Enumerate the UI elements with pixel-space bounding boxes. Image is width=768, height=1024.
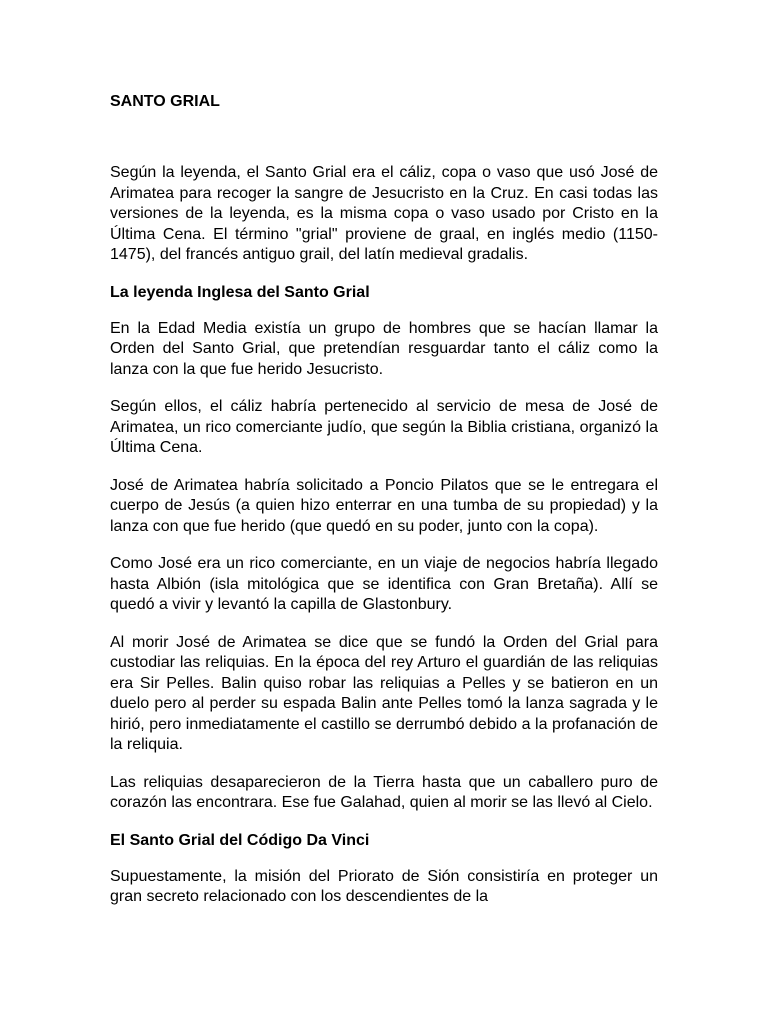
paragraph-orden-del-grial: Al morir José de Arimatea se dice que se fundó la Orden del Grial para custodiar las reliquias. En la época del rey Arturo el guardián de las reliquias era Sir Pelles. Balin quiso robar las reliquias a Pelles y se batieron en un duelo pero al perder su espada Balin ante Pelles tomó la lanza sagrada y le hirió, pero inmediatamente el castillo se derrumbó debido a la profanación de la reliquia. — [110, 633, 658, 753]
document-page — [110, 92, 658, 925]
paragraph-galahad: Las reliquias desaparecieron de la Tierra hasta que un caballero puro de corazón las encontrara. Ese fue Galahad, quien al morir se las llevó al Cielo. — [110, 773, 658, 811]
paragraph-poncio-pilatos: José de Arimatea habría solicitado a Poncio Pilatos que se le entregara el cuerpo de Jesús (a quien hizo enterrar en una tumba de su propiedad) y la lanza con que fue herido (que quedó en su poder, junto con la copa). — [110, 476, 658, 535]
paragraph-caliz-jose: Según ellos, el cáliz habría pertenecido al servicio de mesa de José de Arimatea, un rico comerciante judío, que según la Biblia cristiana, organizó la Última Cena. — [110, 398, 658, 456]
section-heading-codigo-da-vinci: El Santo Grial del Código Da Vinci — [110, 831, 370, 849]
paragraph-priorato-sion: Supuestamente, la misión del Priorato de Sión consistiría en proteger un gran secreto relacionado con los descendientes de la — [110, 867, 658, 905]
paragraph-albion: Como José era un rico comerciante, en un viaje de negocios habría llegado hasta Albión (isla mitológica que se identifica con Gran Bretaña). Allí se quedó a vivir y levantó la capilla de Glastonbury. — [110, 555, 658, 613]
section-heading-leyenda-inglesa: La leyenda Inglesa del Santo Grial — [110, 283, 370, 301]
intro-paragraph: Según la leyenda, el Santo Grial era el cáliz, copa o vaso que usó José de Arimatea para recoger la sangre de Jesucristo en la Cruz. En casi todas las versiones de la leyenda, es la misma copa o vaso usado por Cristo en la Última Cena. El término "grial" proviene de graal, en inglés medio (1150-1475), del francés antiguo grail, del latín medieval gradalis. — [110, 164, 658, 263]
paragraph-orden-santo-grial: En la Edad Media existía un grupo de hombres que se hacían llamar la Orden del Santo Grial, que pretendían resguardar tanto el cáliz como la lanza con la que fue herido Jesucristo. — [110, 319, 658, 378]
document-title: SANTO GRIAL — [110, 93, 220, 110]
